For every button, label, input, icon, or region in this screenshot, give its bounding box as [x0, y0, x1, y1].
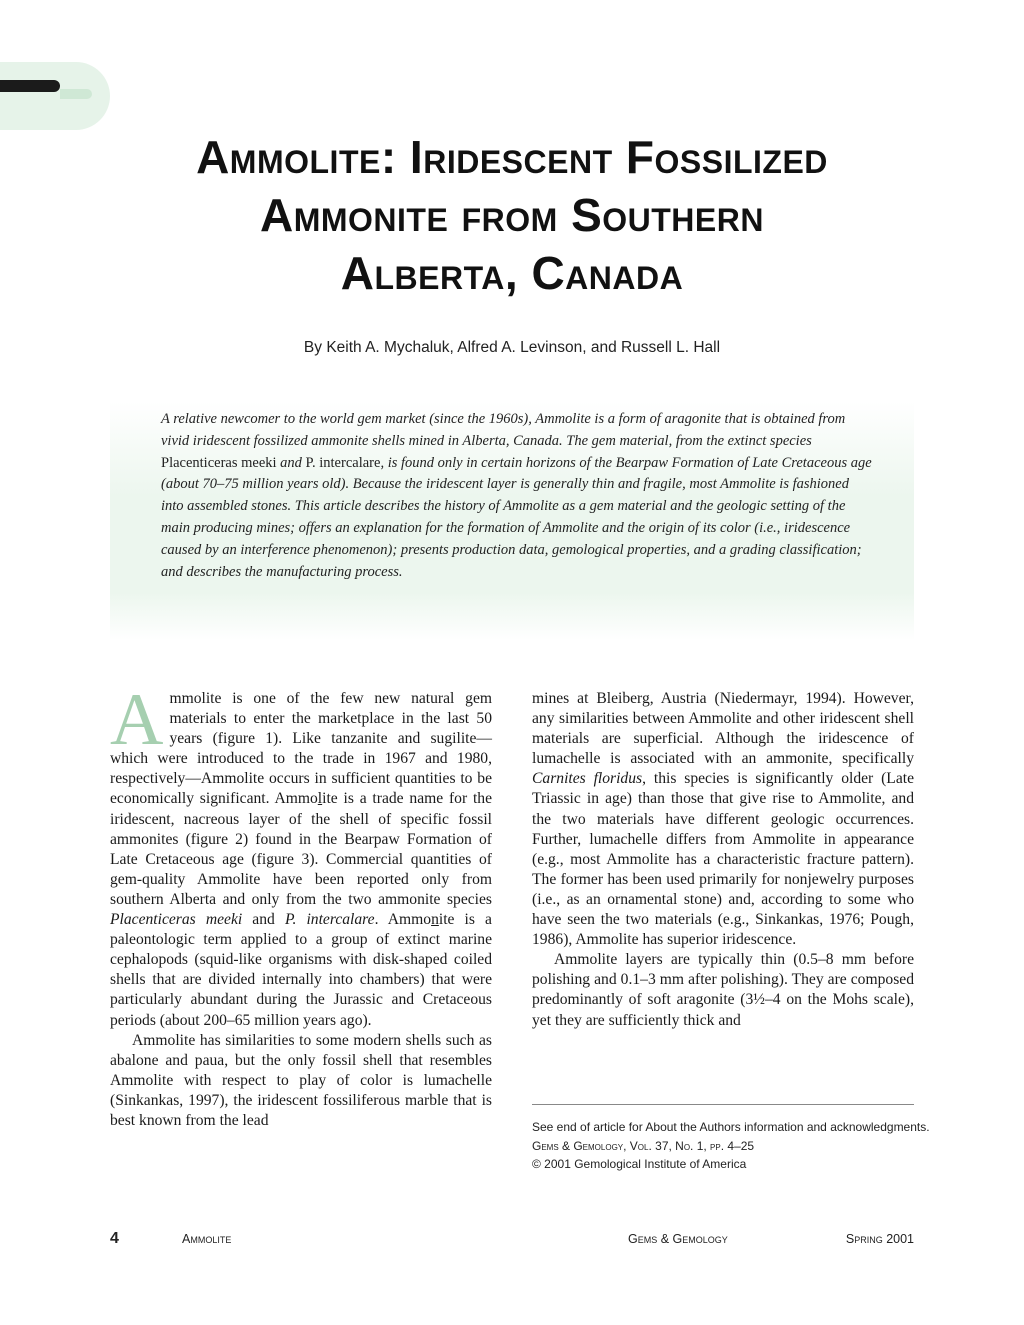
underlined-letter: l [317, 790, 323, 808]
byline: By Keith A. Mychaluk, Alfred A. Levinson, and Russell L. Hall [303, 339, 721, 356]
title-line-2: Ammonite from Southern [260, 189, 764, 241]
abstract-text-3: , is found only in certain horizons of the Bearpaw Formation of Late Cretaceous age (about 70–75 million years old). Because the iridescent layer is generally thin and fragile, most Ammolite is fashioned into assembled stones. This article describes the history of Ammolite as a gem material and the geologic setting of the main producing mines; offers an explanation for the formation of Ammolite and the origin of its color (i.e., iridescence caused by an interference phenomenon); presents production data, gemological properties, and a grading classification; and describes the manufacturing process. [161, 454, 872, 580]
page-number: 4 [110, 1230, 119, 1247]
abstract-species-1: Placenticeras meeki [161, 454, 277, 471]
body-column-right [532, 689, 914, 1031]
abstract [161, 409, 873, 583]
abstract-text-2: and [276, 454, 306, 471]
drop-cap: A [110, 679, 164, 761]
footnote-authors-note: See end of article for About the Authors information and acknowledgments. [532, 1120, 930, 1134]
species-name: P. intercalare [284, 911, 375, 929]
issue-date: Spring 2001 [845, 1232, 914, 1246]
paragraph-1-text: and [242, 911, 285, 929]
footnote-copyright: © 2001 Gemological Institute of America [532, 1157, 747, 1171]
running-title: Ammolite [182, 1232, 232, 1246]
paragraph-3 [532, 689, 914, 950]
journal-name: Gems & Gemology [628, 1232, 728, 1246]
footnote-divider [532, 1104, 914, 1105]
paragraph-1 [110, 679, 492, 1031]
footnote [532, 1118, 930, 1174]
body-column-left [110, 679, 492, 1131]
footnote-citation: Gems & Gemology, Vol. 37, No. 1, pp. 4–25 [532, 1138, 755, 1153]
title-line-1: Ammolite: Iridescent Fossilized [196, 131, 828, 183]
article-title [110, 128, 914, 302]
paragraph-1-text: . Ammo [374, 911, 432, 929]
abstract-text-1: A relative newcomer to the world gem market (since the 1960s), Ammolite is a form of aragonite that is obtained from vivid iridescent fossilized ammonite shells mined in Alberta, Canada. The gem material, from the extinct species [161, 411, 846, 449]
abstract-species-2: P. intercalare [305, 454, 381, 471]
section-tab-accent [60, 89, 92, 99]
paragraph-3-text: mines at Bleiberg, Austria (Niedermayr, 1994). However, any similarities between Ammolite and other iridescent shell materials are superficial. Although the iridescence of lumachelle is associated with an ammonite, specifically [532, 690, 914, 768]
paragraph-1-text: mmolite is one of the few new natural gem materials to enter the marketplace in the last 50 years (figure 1). Like tanzanite and sugilite—which were introduced to the trade in 1967 and 1980, respectively—Ammolite occurs in sufficient quantities to be economically significant. Ammo [110, 690, 492, 808]
section-tab [0, 62, 110, 130]
paragraph-3-text: , this species is significantly older (Late Triassic in age) than those that give rise to Ammolite, and the two materials have different geologic occurrences. Further, lumachelle differs from Ammolite in appearance (e.g., most Ammolite has a characteristic fracture pattern). The former has been used primarily for nonjewelry purposes (i.e., as an ornamental stone) and, according to some who have seen the two materials (e.g., Sinkankas, 1976; Pough, 1986), Ammolite has superior iridescence. [532, 770, 914, 949]
paragraph-1-text: ite is a trade name for the iridescent, nacreous layer of the shell of specific fossil ammonites (figure 2) found in the Bearpaw Formation of Late Cretaceous age (figure 3). Commercial quantities of gem-quality Ammolite have been reported only from southern Alberta and only from the two ammonite species [110, 790, 492, 908]
species-name: Carnites floridus [532, 770, 643, 788]
paragraph-2: Ammolite has similarities to some modern shells such as abalone and paua, but the only fossil shell that resembles Ammolite with respect to play of color is lumachelle (Sinkankas, 1997), the iridescent fossiliferous marble that is best known from the lead [110, 1031, 492, 1129]
species-name: Placenticeras meeki [110, 911, 243, 929]
section-tab-bar [0, 80, 60, 92]
paragraph-1-text: ite is a paleontologic term applied to a group of extinct marine cephalopods (squid-like organisms with disk-shaped coiled shells that are divided internally into chambers) that were particularly abundant during the Jurassic and Cretaceous periods (about 200–65 million years ago). [110, 911, 492, 1029]
underlined-letter: n [431, 911, 439, 929]
paragraph-4: Ammolite layers are typically thin (0.5–8 mm before polishing and 0.1–3 mm after polishing). They are composed predominantly of soft aragonite (3½–4 on the Mohs scale), yet they are sufficiently thick and [532, 951, 914, 1029]
title-line-3: Alberta, Canada [340, 247, 684, 299]
